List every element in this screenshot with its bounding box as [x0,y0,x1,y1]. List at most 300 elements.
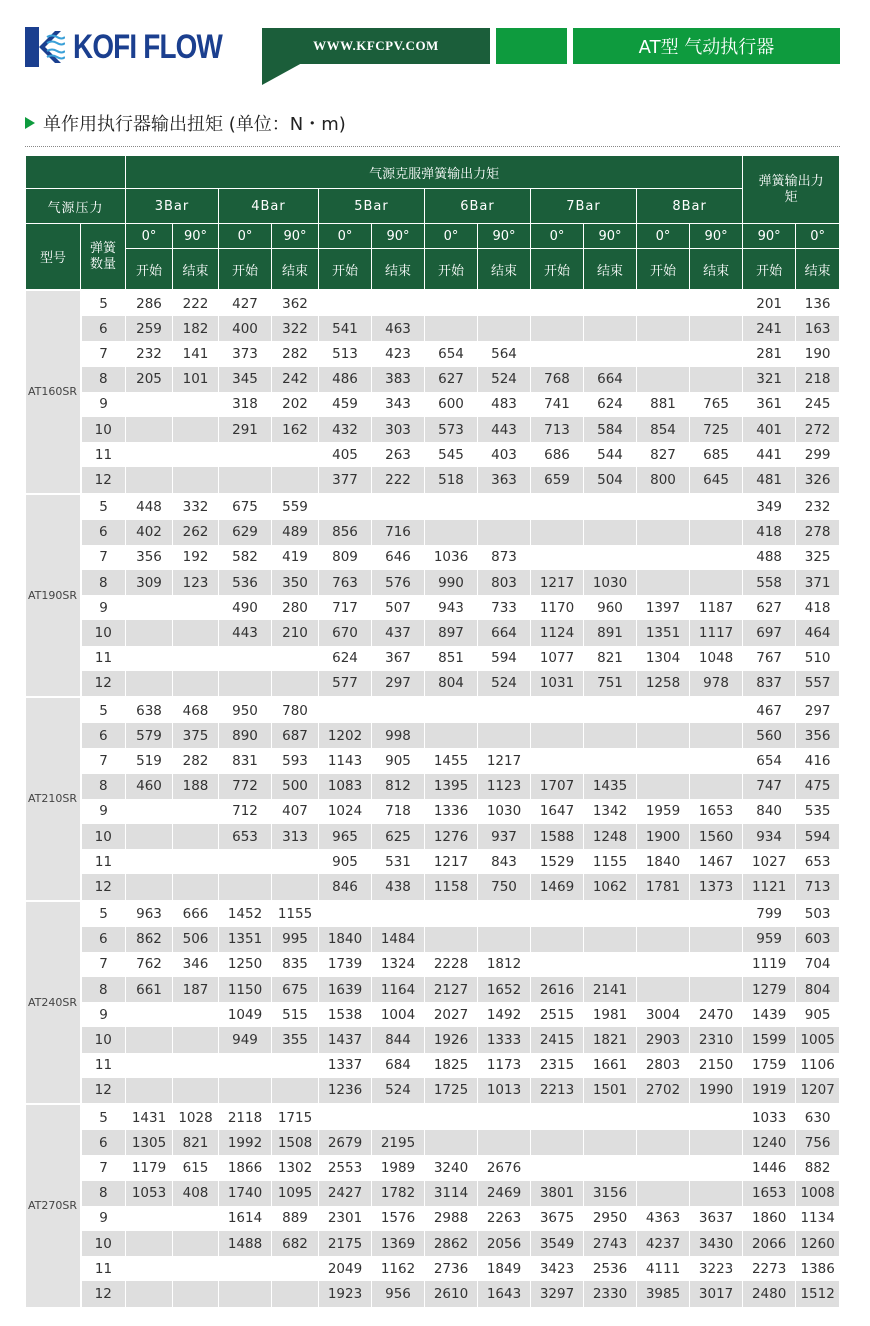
torque-cell: 767 [743,646,796,671]
torque-cell: 1351 [637,620,690,645]
torque-cell: 278 [796,520,840,545]
torque-cell: 1840 [637,849,690,874]
table-row [26,799,840,824]
torque-cell: 355 [272,1027,319,1052]
pressure-header: 6Bar [425,189,531,224]
torque-cell [272,874,319,900]
torque-cell: 2315 [531,1053,584,1078]
torque-cell [637,697,690,723]
torque-cell: 960 [584,595,637,620]
torque-cell [319,494,372,520]
torque-cell: 545 [425,442,478,467]
spring-qty-cell: 5 [81,494,126,520]
torque-cell [531,341,584,366]
torque-cell: 2679 [319,1130,372,1155]
torque-cell: 2427 [319,1181,372,1206]
spring-qty-cell: 11 [81,849,126,874]
torque-cell: 627 [425,367,478,392]
torque-cell [637,952,690,977]
torque-table [25,155,840,1307]
torque-cell [690,723,743,748]
torque-cell [425,1104,478,1130]
torque-cell: 467 [743,697,796,723]
torque-cell: 1919 [743,1078,796,1104]
torque-cell: 488 [743,545,796,570]
spring-qty-cell: 7 [81,341,126,366]
torque-cell: 1990 [690,1078,743,1104]
torque-cell: 2470 [690,1002,743,1027]
torque-cell [531,697,584,723]
torque-cell: 218 [796,367,840,392]
table-row [26,748,840,773]
table-row [26,494,840,520]
torque-cell: 489 [272,520,319,545]
torque-cell: 441 [743,442,796,467]
torque-cell: 460 [126,774,173,799]
torque-cell [126,392,173,417]
torque-cell: 2056 [478,1231,531,1256]
torque-cell: 1333 [478,1027,531,1052]
table-row [26,595,840,620]
torque-cell: 232 [126,341,173,366]
torque-cell [219,1256,272,1281]
phase-header: 结束 [478,249,531,291]
torque-cell: 2301 [319,1206,372,1231]
torque-cell: 1599 [743,1027,796,1052]
torque-cell [637,1181,690,1206]
spring-qty-cell: 11 [81,1256,126,1281]
torque-cell: 1369 [372,1231,425,1256]
torque-cell [690,952,743,977]
torque-cell: 2862 [425,1231,478,1256]
torque-cell: 280 [272,595,319,620]
torque-cell [478,316,531,341]
torque-cell [531,290,584,316]
torque-cell: 1825 [425,1053,478,1078]
torque-cell [219,442,272,467]
torque-cell: 765 [690,392,743,417]
torque-cell: 1643 [478,1281,531,1306]
torque-cell [690,1130,743,1155]
torque-cell: 322 [272,316,319,341]
torque-cell [690,901,743,927]
torque-cell [272,646,319,671]
torque-cell [531,927,584,952]
torque-cell: 576 [372,570,425,595]
phase-header: 开始 [126,249,173,291]
torque-cell [690,1104,743,1130]
torque-cell [173,1027,219,1052]
model-name: AT190SR [26,494,81,698]
torque-cell: 321 [743,367,796,392]
torque-cell: 905 [372,748,425,773]
spring-qty-cell: 9 [81,1206,126,1231]
torque-cell: 1106 [796,1053,840,1078]
torque-cell [173,417,219,442]
angle-header: 90° [743,224,796,249]
torque-cell [637,316,690,341]
torque-cell: 659 [531,467,584,493]
torque-cell [372,901,425,927]
pressure-header: 4Bar [219,189,319,224]
torque-cell [478,1104,531,1130]
angle-header: 90° [173,224,219,249]
torque-cell: 1560 [690,824,743,849]
spring-qty-cell: 9 [81,1002,126,1027]
torque-cell: 1446 [743,1155,796,1180]
torque-cell: 299 [796,442,840,467]
group-header: 气源克服弹簧输出力矩 [126,156,743,189]
torque-cell: 1077 [531,646,584,671]
torque-cell [272,1078,319,1104]
torque-cell: 437 [372,620,425,645]
torque-cell [173,1231,219,1256]
torque-cell [584,1130,637,1155]
spring-qty-cell: 7 [81,952,126,977]
torque-cell: 2480 [743,1281,796,1306]
torque-cell: 182 [173,316,219,341]
torque-cell [173,1256,219,1281]
torque-cell [372,290,425,316]
torque-cell: 747 [743,774,796,799]
torque-cell: 594 [478,646,531,671]
angle-header: 90° [272,224,319,249]
phase-header: 结束 [173,249,219,291]
torque-cell: 751 [584,671,637,697]
torque-cell: 862 [126,927,173,952]
torque-cell: 3156 [584,1181,637,1206]
torque-cell: 1395 [425,774,478,799]
torque-cell: 1155 [584,849,637,874]
table-row [26,1281,840,1306]
model-name: AT240SR [26,901,81,1105]
table-row [26,290,840,316]
torque-cell: 1143 [319,748,372,773]
torque-cell: 675 [272,977,319,1002]
torque-cell: 262 [173,520,219,545]
torque-cell: 1250 [219,952,272,977]
torque-cell: 222 [372,467,425,493]
table-row [26,697,840,723]
spring-qty-cell: 10 [81,620,126,645]
torque-cell: 190 [796,341,840,366]
torque-cell [425,494,478,520]
table-row [26,1002,840,1027]
torque-cell: 762 [126,952,173,977]
torque-cell: 963 [126,901,173,927]
torque-cell: 3223 [690,1256,743,1281]
torque-cell: 1661 [584,1053,637,1078]
torque-cell: 835 [272,952,319,977]
torque-cell: 1652 [478,977,531,1002]
spring-qty-cell: 5 [81,901,126,927]
torque-cell [690,570,743,595]
spring-qty-cell: 7 [81,748,126,773]
torque-cell: 2950 [584,1206,637,1231]
torque-cell: 2743 [584,1231,637,1256]
spring-qty-cell: 10 [81,1231,126,1256]
spring-header: 弹簧输出力矩 [743,156,840,224]
torque-cell: 998 [372,723,425,748]
torque-cell: 873 [478,545,531,570]
angle-header: 90° [584,224,637,249]
torque-cell: 3004 [637,1002,690,1027]
torque-cell [219,1078,272,1104]
spring-qty-cell: 11 [81,646,126,671]
torque-cell: 356 [126,545,173,570]
torque-cell: 1240 [743,1130,796,1155]
torque-cell: 1373 [690,874,743,900]
torque-cell [584,341,637,366]
torque-cell [219,874,272,900]
torque-cell [126,467,173,493]
torque-cell: 3423 [531,1256,584,1281]
torque-cell: 812 [372,774,425,799]
torque-cell: 419 [272,545,319,570]
model-name: AT270SR [26,1104,81,1307]
torque-cell: 809 [319,545,372,570]
torque-cell: 535 [796,799,840,824]
torque-cell: 343 [372,392,425,417]
torque-cell [126,1053,173,1078]
torque-cell: 1324 [372,952,425,977]
table-row [26,341,840,366]
torque-cell: 544 [584,442,637,467]
table-row [26,520,840,545]
table-row [26,849,840,874]
table-row [26,1155,840,1180]
torque-cell [637,1130,690,1155]
torque-cell [584,748,637,773]
table-row [26,646,840,671]
torque-cell: 123 [173,570,219,595]
torque-cell: 2469 [478,1181,531,1206]
torque-cell: 1004 [372,1002,425,1027]
torque-cell: 579 [126,723,173,748]
torque-cell: 2515 [531,1002,584,1027]
table-row [26,620,840,645]
torque-cell: 438 [372,874,425,900]
torque-cell [637,723,690,748]
torque-cell [425,697,478,723]
torque-cell [584,697,637,723]
torque-cell [372,697,425,723]
torque-cell [126,620,173,645]
torque-cell: 297 [796,697,840,723]
torque-cell: 654 [743,748,796,773]
torque-cell [584,545,637,570]
torque-cell: 1062 [584,874,637,900]
torque-cell: 2616 [531,977,584,1002]
torque-cell: 377 [319,467,372,493]
torque-cell [173,671,219,697]
header-green-block [496,28,567,64]
torque-cell: 507 [372,595,425,620]
torque-cell [425,927,478,952]
torque-cell [531,545,584,570]
table-row [26,545,840,570]
torque-cell [219,1281,272,1306]
spring-qty-cell: 6 [81,723,126,748]
torque-cell [584,901,637,927]
phase-header: 结束 [272,249,319,291]
torque-cell: 1342 [584,799,637,824]
spring-qty-cell: 12 [81,1281,126,1306]
torque-cell: 418 [743,520,796,545]
torque-cell: 990 [425,570,478,595]
torque-cell: 995 [272,927,319,952]
torque-cell: 630 [796,1104,840,1130]
torque-cell [173,1053,219,1078]
torque-cell: 1302 [272,1155,319,1180]
spring-qty-cell: 5 [81,1104,126,1130]
torque-cell: 524 [372,1078,425,1104]
phase-header: 开始 [319,249,372,291]
torque-cell: 1013 [478,1078,531,1104]
torque-cell: 686 [531,442,584,467]
torque-cell: 837 [743,671,796,697]
angle-header: 0° [126,224,173,249]
torque-cell [126,799,173,824]
table-row [26,467,840,493]
torque-cell: 282 [272,341,319,366]
torque-cell: 905 [796,1002,840,1027]
torque-cell: 654 [425,341,478,366]
torque-cell: 4237 [637,1231,690,1256]
spring-qty-cell: 6 [81,520,126,545]
torque-cell: 1030 [584,570,637,595]
torque-cell: 448 [126,494,173,520]
torque-cell [126,442,173,467]
section-title [25,110,346,136]
table-row [26,392,840,417]
torque-cell: 697 [743,620,796,645]
section-title-text: 单作用执行器输出扭矩 (单位：N・m) [43,114,346,135]
torque-cell: 241 [743,316,796,341]
torque-cell: 373 [219,341,272,366]
torque-cell: 2988 [425,1206,478,1231]
torque-cell: 504 [584,467,637,493]
torque-cell [173,595,219,620]
header-ribbon-tail [262,63,302,85]
torque-cell: 325 [796,545,840,570]
torque-cell [219,467,272,493]
torque-cell [173,1078,219,1104]
torque-cell: 1150 [219,977,272,1002]
torque-cell: 309 [126,570,173,595]
torque-cell: 600 [425,392,478,417]
table-row [26,1206,840,1231]
torque-cell: 4363 [637,1206,690,1231]
torque-cell: 423 [372,341,425,366]
torque-cell: 318 [219,392,272,417]
torque-cell [478,520,531,545]
torque-cell: 1821 [584,1027,637,1052]
torque-cell: 2263 [478,1206,531,1231]
spring-qty-cell: 9 [81,392,126,417]
table-row [26,671,840,697]
torque-cell [219,849,272,874]
torque-cell: 889 [272,1206,319,1231]
spring-qty-cell: 5 [81,290,126,316]
torque-cell: 163 [796,316,840,341]
torque-cell [425,520,478,545]
torque-cell [637,977,690,1002]
torque-cell: 685 [690,442,743,467]
torque-cell: 846 [319,874,372,900]
logo-text: KOFI FLOW [73,27,223,66]
torque-cell: 1614 [219,1206,272,1231]
torque-cell: 2049 [319,1256,372,1281]
torque-cell: 192 [173,545,219,570]
torque-cell: 536 [219,570,272,595]
torque-cell: 800 [637,467,690,493]
torque-cell: 856 [319,520,372,545]
torque-cell [584,316,637,341]
torque-cell [425,316,478,341]
torque-cell: 843 [478,849,531,874]
torque-cell: 356 [796,723,840,748]
torque-cell: 362 [272,290,319,316]
torque-cell: 803 [478,570,531,595]
torque-cell: 459 [319,392,372,417]
torque-cell [690,520,743,545]
torque-cell: 345 [219,367,272,392]
torque-cell [584,723,637,748]
torque-cell: 615 [173,1155,219,1180]
torque-cell: 383 [372,367,425,392]
torque-cell: 303 [372,417,425,442]
torque-cell: 506 [173,927,219,952]
torque-cell: 463 [372,316,425,341]
spring-qty-cell: 6 [81,316,126,341]
torque-cell [637,1155,690,1180]
torque-cell [173,1281,219,1306]
spring-qty-cell: 8 [81,1181,126,1206]
torque-cell: 242 [272,367,319,392]
torque-cell: 594 [796,824,840,849]
angle-header: 90° [372,224,425,249]
torque-cell: 349 [743,494,796,520]
torque-cell: 201 [743,290,796,316]
torque-cell: 1164 [372,977,425,1002]
torque-cell: 3637 [690,1206,743,1231]
torque-cell: 558 [743,570,796,595]
torque-cell: 1439 [743,1002,796,1027]
torque-cell [637,545,690,570]
torque-cell: 1031 [531,671,584,697]
torque-cell [425,723,478,748]
torque-cell [219,1053,272,1078]
torque-cell [173,1206,219,1231]
torque-cell: 541 [319,316,372,341]
torque-cell: 524 [478,367,531,392]
torque-cell: 799 [743,901,796,927]
torque-cell: 1279 [743,977,796,1002]
torque-cell: 313 [272,824,319,849]
torque-cell: 375 [173,723,219,748]
torque-cell: 603 [796,927,840,952]
angle-header: 0° [319,224,372,249]
website-url: WWW.KFCPV.COM [262,28,490,64]
torque-cell: 1840 [319,927,372,952]
spring-qty-cell: 10 [81,824,126,849]
torque-cell: 821 [173,1130,219,1155]
torque-cell: 1162 [372,1256,425,1281]
spring-qty-cell: 7 [81,1155,126,1180]
torque-cell: 682 [272,1231,319,1256]
torque-cell: 141 [173,341,219,366]
